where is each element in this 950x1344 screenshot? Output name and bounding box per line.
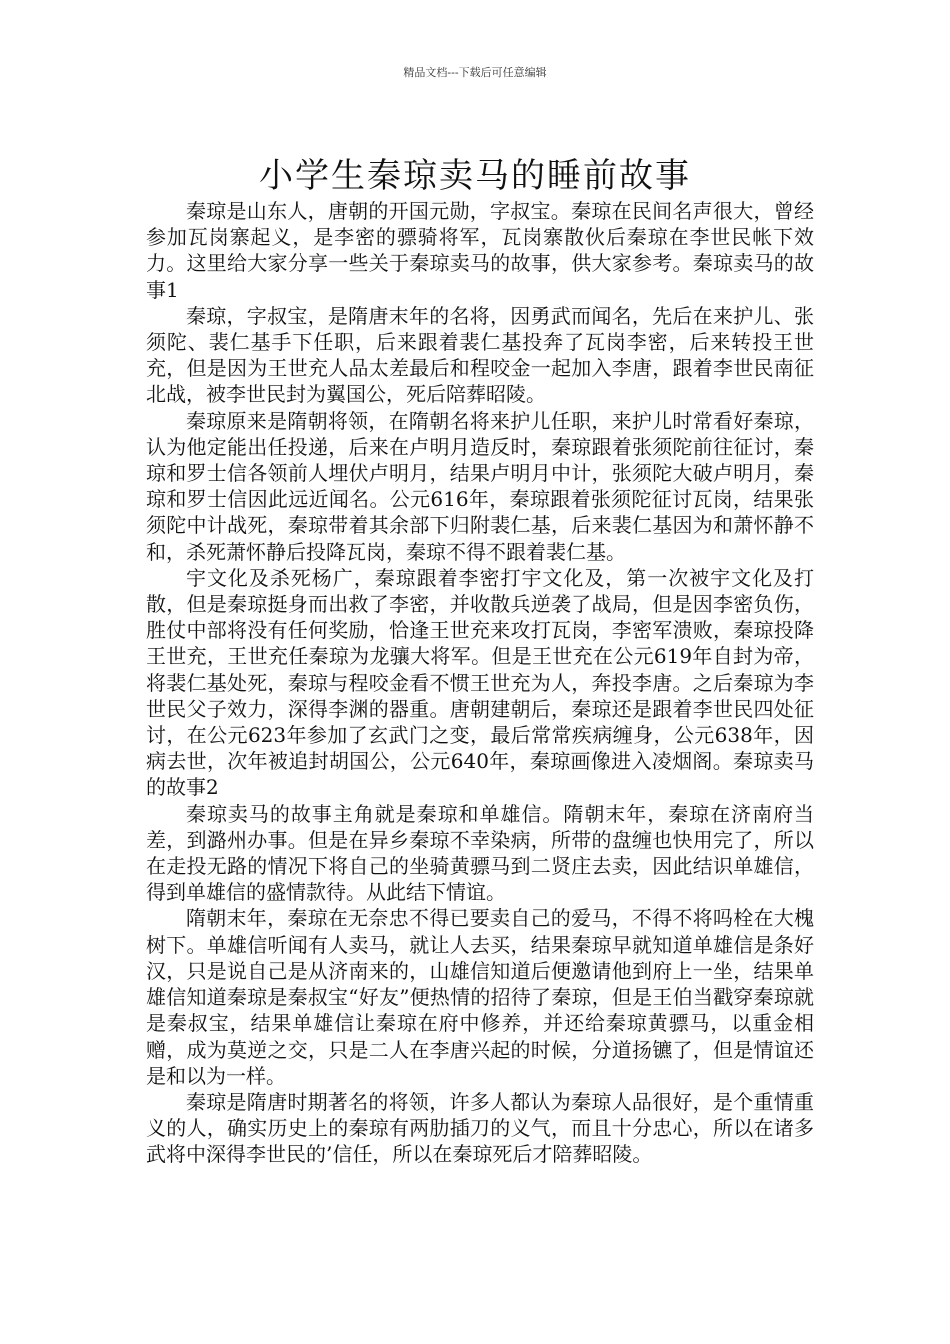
paragraph-6: 隋朝末年，秦琼在无奈忠不得已要卖自己的爱马，不得不将吗栓在大槐树下。单雄信听闻有人卖马，就让人去买，结果秦琼早就知道单雄信是条好汉，只是说自己是从济南来的，山雄信知道后便邀请他到府上一坐，结果单雄信知道秦琼是秦叔宝“好友”便热情的招待了秦琼，但是王伯当戳穿秦琼就是秦叔宝，结果单雄信让秦琼在府中修养，并还给秦琼黄骠马，以重金相赠，成为莫逆之交，只是二人在李唐兴起的时候，分道扬镳了，但是情谊还是和以为一样。 — [146, 906, 814, 1088]
document-body — [146, 198, 814, 1168]
paragraph-1: 秦琼是山东人，唐朝的开国元勋，字叔宝。秦琼在民间名声很大，曾经参加瓦岗寨起义，是李密的骠骑将军，瓦岗寨散伙后秦琼在李世民帐下效力。这里给大家分享一些关于秦琼卖马的故事，供大家参考。秦琼卖马的故事1 — [146, 199, 814, 302]
paragraph-2: 秦琼，字叔宝，是隋唐末年的名将，因勇武而闻名，先后在来护儿、张须陀、裴仁基手下任职，后来跟着裴仁基投奔了瓦岗李密，后来转投王世充，但是因为王世充人品太差最后和程咬金一起加入李唐，跟着李世民南征北战，被李世民封为翼国公，死后陪葬昭陵。 — [146, 303, 814, 407]
page-header-note: 精品文档---下载后可任意编辑 — [403, 66, 547, 79]
paragraph-3: 秦琼原来是隋朝将领，在隋朝名将来护儿任职，来护儿时常看好秦琼，认为他定能出任投递，后来在卢明月造反时，秦琼跟着张须陀前往征讨，秦琼和罗士信各领前人埋伏卢明月，结果卢明月中计，张须陀大破卢明月，秦琼和罗士信因此远近闻名。公元616年，秦琼跟着张须陀征讨瓦岗，结果张须陀中计战死，秦琼带着其余部下归附裴仁基，后来裴仁基因为和萧怀静不和，杀死萧怀静后投降瓦岗，秦琼不得不跟着裴仁基。 — [146, 408, 814, 564]
paragraph-4: 宇文化及杀死杨广，秦琼跟着李密打宇文化及，第一次被宇文化及打散，但是秦琼挺身而出救了李密，并收散兵逆袭了战局，但是因李密负伤，胜仗中部将没有任何奖励，恰逢王世充来攻打瓦岗，李密军溃败，秦琼投降王世充，王世充任秦琼为龙骧大将军。但是王世充在公元619年自封为帝，将裴仁基处死，秦琼与程咬金看不惯王世充为人，奔投李唐。之后秦琼为李世民父子效力，深得李渊的器重。唐朝建朝后，秦琼还是跟着李世民四处征讨，在公元623年参加了玄武门之变，最后常常疾病缠身，公元638年，因病去世，次年被追封胡国公，公元640年，秦琼画像进入凌烟阁。秦琼卖马的故事2 — [146, 565, 814, 800]
paragraph-5: 秦琼卖马的故事主角就是秦琼和单雄信。隋朝末年，秦琼在济南府当差，到潞州办事。但是在异乡秦琼不幸染病，所带的盘缠也快用完了，所以在走投无路的情况下将自己的坐骑黄骠马到二贤庄去卖，因此结识单雄信，得到单雄信的盛情款待。从此结下情谊。 — [146, 801, 814, 905]
document-title: 小学生秦琼卖马的睡前故事 — [259, 155, 691, 196]
paragraph-7: 秦琼是隋唐时期著名的将领，许多人都认为秦琼人品很好，是个重情重义的人，确实历史上的秦琼有两肋插刀的义气，而且十分忠心，所以在诸多武将中深得李世民的’信任，所以在秦琼死后才陪葬昭陵。 — [146, 1089, 814, 1167]
